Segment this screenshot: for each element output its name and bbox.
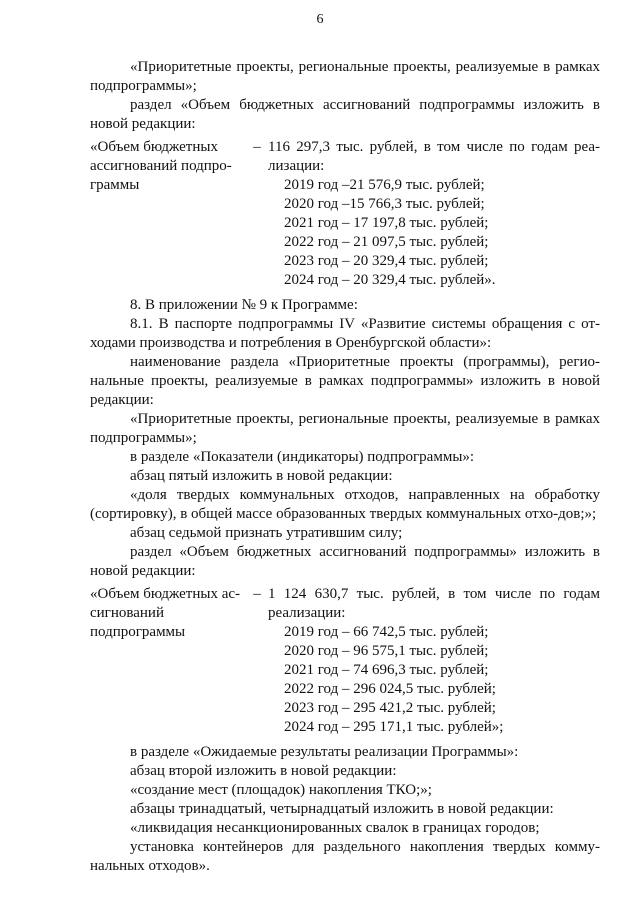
paragraph: 8. В приложении № 9 к Программе:	[130, 297, 358, 313]
budget-year-line: 2023 год – 295 421,2 тыс. рублей;	[284, 700, 496, 716]
paragraph: «доля твердых коммунальных отходов, направленных на обработку (сортировку), в общей массе образованных твердых коммунальных отхо-дов;»;	[90, 487, 600, 522]
budget-year-line: 2019 год –21 576,9 тыс. рублей;	[284, 177, 485, 193]
budget-label: «Объем бюджетных ас-сигнований подпрограммы	[90, 586, 240, 640]
budget-total: 116 297,3 тыс. рублей, в том числе по годам реа-лизации:	[268, 139, 600, 174]
budget-value	[268, 138, 600, 290]
budget-year-line: 2021 год – 74 696,3 тыс. рублей;	[284, 662, 489, 678]
budget-table-2	[90, 585, 600, 737]
paragraph: абзацы тринадцатый, четырнадцатый изложить в новой редакции:	[130, 801, 554, 817]
budget-value	[268, 585, 600, 737]
paragraph: «создание мест (площадок) накопления ТКО;»;	[130, 782, 432, 798]
paragraph: в разделе «Ожидаемые результаты реализации Программы»:	[130, 744, 519, 760]
budget-year-line: 2021 год – 17 197,8 тыс. рублей;	[284, 215, 489, 231]
paragraph: абзац пятый изложить в новой редакции:	[130, 468, 393, 484]
paragraph: абзац второй изложить в новой редакции:	[130, 763, 397, 779]
paragraph: «ликвидация несанкционированных свалок в границах городов;	[130, 820, 540, 836]
budget-table-1	[90, 138, 600, 290]
paragraph: в разделе «Показатели (индикаторы) подпрограммы»:	[130, 449, 475, 465]
budget-total: 1 124 630,7 тыс. рублей, в том числе по годам реализации:	[268, 586, 600, 621]
paragraph: 8.1. В паспорте подпрограммы IV «Развитие системы обращения с от-ходами производства и потребления в Оренбургской области»:	[90, 316, 600, 351]
paragraph: абзац седьмой признать утратившим силу;	[130, 525, 403, 541]
budget-dash: –	[253, 139, 261, 155]
page-number: 6	[316, 12, 324, 27]
budget-year-line: 2019 год – 66 742,5 тыс. рублей;	[284, 624, 489, 640]
budget-year-line: 2022 год – 296 024,5 тыс. рублей;	[284, 681, 496, 697]
budget-year-line: 2020 год –15 766,3 тыс. рублей;	[284, 196, 485, 212]
budget-year-line: 2022 год – 21 097,5 тыс. рублей;	[284, 234, 489, 250]
paragraph: «Приоритетные проекты, региональные проекты, реализуемые в рамках подпрограммы»;	[90, 59, 600, 94]
budget-year-line: 2020 год – 96 575,1 тыс. рублей;	[284, 643, 489, 659]
budget-year-line: 2024 год – 295 171,1 тыс. рублей»;	[284, 719, 504, 735]
paragraph: наименование раздела «Приоритетные проекты (программы), регио-нальные проекты, реализуемые в рамках подпрограммы» изложить в новой редакции:	[90, 354, 600, 408]
paragraph: раздел «Объем бюджетных ассигнований подпрограммы изложить в новой редакции:	[90, 97, 600, 132]
budget-year-line: 2023 год – 20 329,4 тыс. рублей;	[284, 253, 489, 269]
document-body	[90, 58, 600, 876]
paragraph: «Приоритетные проекты, региональные проекты, реализуемые в рамках подпрограммы»;	[90, 411, 600, 446]
budget-label: «Объем бюджетных ассигнований подпро-граммы	[90, 139, 232, 193]
budget-dash: –	[253, 586, 261, 602]
budget-year-line: 2024 год – 20 329,4 тыс. рублей».	[284, 272, 496, 288]
paragraph: раздел «Объем бюджетных ассигнований подпрограммы» изложить в новой редакции:	[90, 544, 600, 579]
paragraph: установка контейнеров для раздельного накопления твердых комму-нальных отходов».	[90, 839, 600, 874]
